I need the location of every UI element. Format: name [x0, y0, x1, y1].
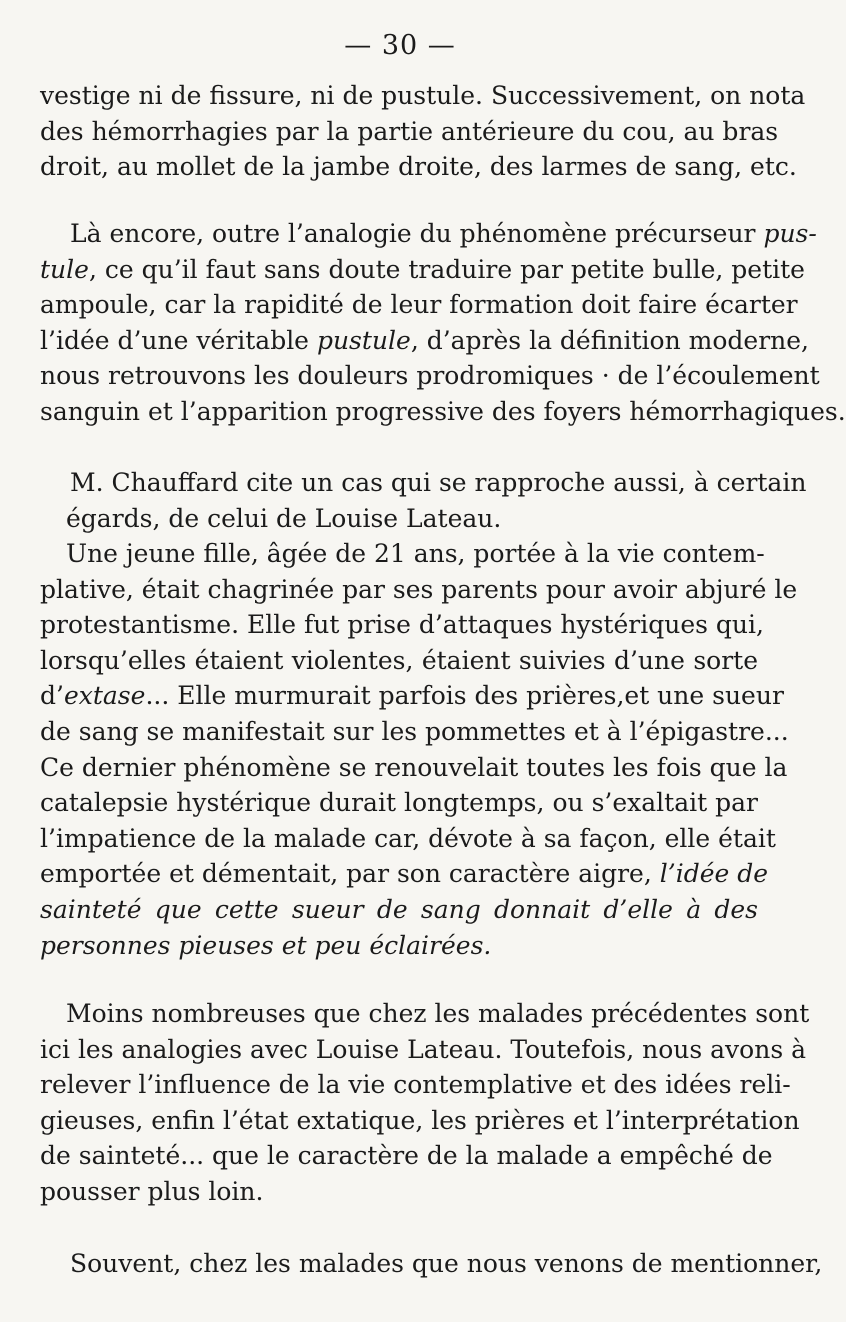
text-line: droit, au mollet de la jambe droite, des larmes de sang, etc.: [40, 152, 797, 182]
text-line: [40, 892, 758, 928]
paragraph-3: [40, 465, 807, 536]
text-line: l’impatience de la malade car, dévote à sa façon, elle était: [40, 823, 776, 853]
text-line: l’idée d’une véritable pustule, d’après la définition moderne,: [40, 325, 809, 355]
page-number: — 30 —: [344, 30, 456, 61]
text-line: vestige ni de fissure, ni de pustule. Successivement, on nota: [40, 81, 806, 110]
paragraph-4: [40, 536, 798, 963]
text-line: relever l’influence de la vie contemplative et des idées reli-: [40, 1070, 791, 1100]
text-line: de sang se manifestait sur les pommettes et à l’épigastre...: [40, 716, 789, 746]
text-line: d’extase... Elle murmurait parfois des prières,et une sueur: [40, 681, 784, 711]
text-line: Moins nombreuses que chez les malades précédentes sont: [66, 999, 810, 1028]
text-line: M. Chauffard cite un cas qui se rapproche aussi, à certain: [70, 468, 807, 497]
text-line: pousser plus loin.: [40, 1176, 264, 1206]
text-line: lorsqu’elles étaient violentes, étaient suivies d’une sorte: [40, 645, 758, 675]
text-line: ici les analogies avec Louise Lateau. Toutefois, nous avons à: [40, 1034, 807, 1064]
text-line: plative, était chagrinée par ses parents pour avoir abjuré le: [40, 574, 798, 604]
text-line: Une jeune fille, âgée de 21 ans, portée à la vie contem-: [66, 539, 765, 568]
italic-word: extase: [63, 681, 146, 711]
text-line: tule, ce qu’il faut sans doute traduire par petite bulle, petite: [40, 254, 805, 284]
paragraph-6: [40, 1246, 823, 1282]
text-line: Souvent, chez les malades que nous venons de mentionner,: [70, 1249, 823, 1278]
paragraph-1: [40, 78, 806, 185]
paragraph-2: [40, 216, 846, 430]
text-line: de sainteté... que le caractère de la malade a empêché de: [40, 1141, 773, 1171]
text-line: Ce dernier phénomène se renouvelait toutes les fois que la: [40, 752, 788, 782]
text-line: protestantisme. Elle fut prise d’attaques hystériques qui,: [40, 610, 764, 640]
paragraph-5: [40, 996, 810, 1210]
text-line: ampoule, car la rapidité de leur formation doit faire écarter: [40, 290, 798, 320]
text-line: emportée et démentait, par son caractère aigre, l’idée de: [40, 859, 769, 889]
text-line: gieuses, enfin l’état extatique, les prières et l’interprétation: [40, 1105, 800, 1135]
italic-phrase: sainteté que cette sueur de sang donnait d’elle à des: [40, 894, 758, 924]
text-line: égards, de celui de Louise Lateau.: [66, 503, 502, 533]
text-line: catalepsie hystérique durait longtemps, ou s’exaltait par: [40, 788, 758, 818]
italic-word: pustule: [316, 325, 411, 355]
text-line: des hémorrhagies par la partie antérieure du cou, au bras: [40, 116, 779, 146]
text-line: Là encore, outre l’analogie du phénomène précurseur pus-: [70, 219, 817, 248]
italic-word: pus-: [763, 219, 817, 248]
italic-phrase: personnes pieuses et peu éclairées.: [40, 930, 492, 960]
text-line: nous retrouvons les douleurs prodromiques · de l’écoulement: [40, 361, 820, 391]
italic-phrase: l’idée de: [659, 859, 769, 889]
text-line: sanguin et l’apparition progressive des foyers hémorrhagiques.: [40, 396, 846, 426]
italic-word: tule: [40, 254, 89, 284]
text-line: [40, 928, 758, 964]
